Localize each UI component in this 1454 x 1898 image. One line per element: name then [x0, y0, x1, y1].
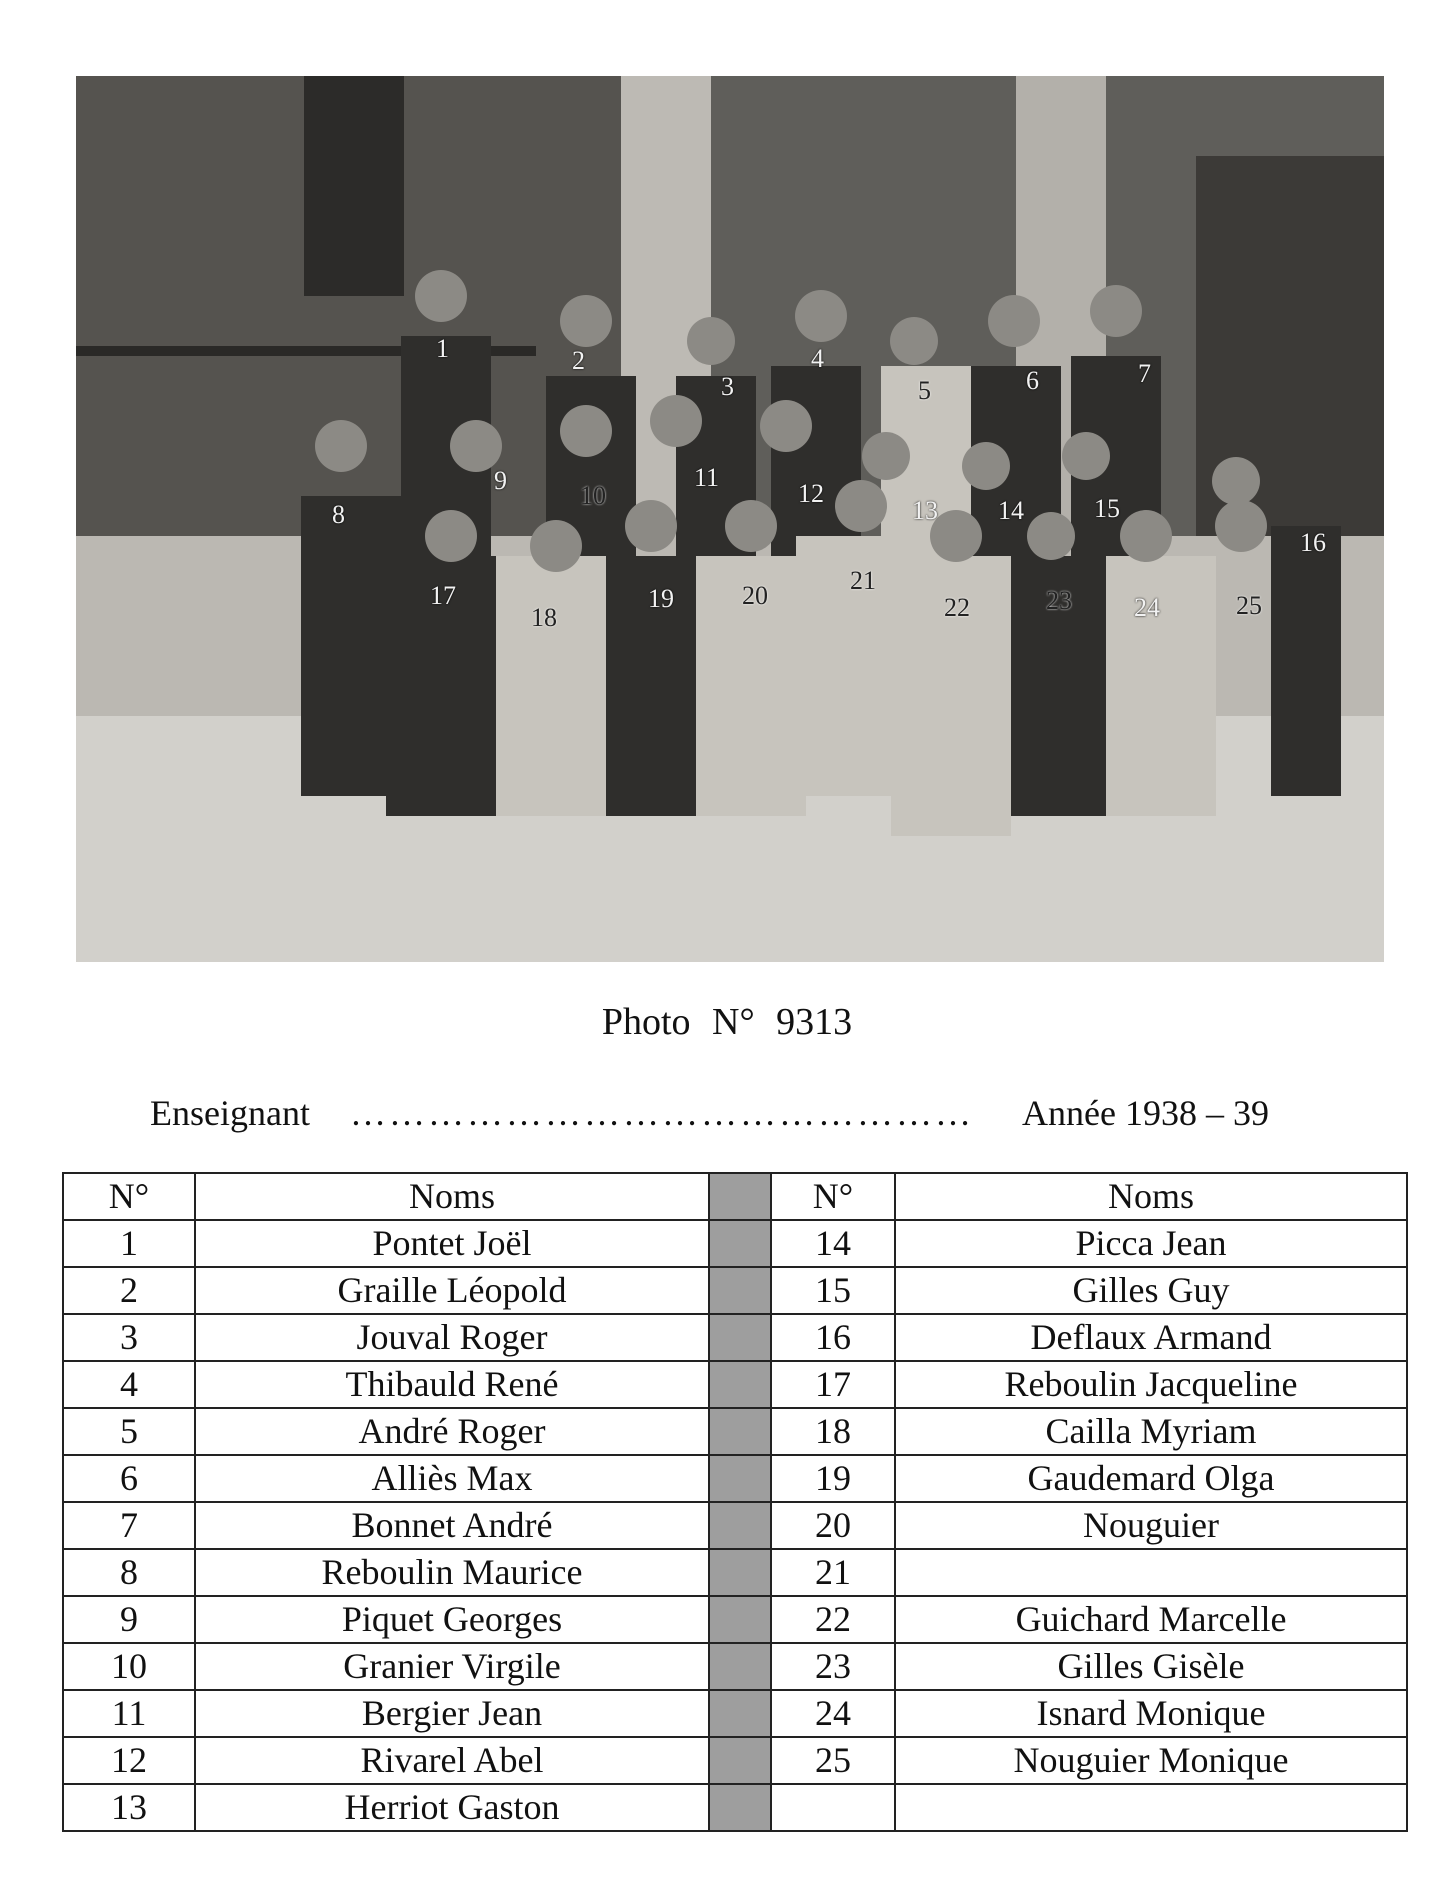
- table-row: [63, 1643, 1407, 1690]
- photo-label: 2: [572, 346, 585, 375]
- teacher-label: Enseignant: [150, 1093, 310, 1133]
- table-row: [63, 1455, 1407, 1502]
- cell-name: Herriot Gaston: [195, 1784, 709, 1831]
- table-separator: [709, 1267, 771, 1314]
- photo-label: 1: [436, 334, 449, 363]
- photo-label: 24: [1134, 593, 1160, 622]
- table-separator: [709, 1220, 771, 1267]
- cell-name: André Roger: [195, 1408, 709, 1455]
- photo-label: 17: [430, 581, 456, 610]
- cell-name: Pontet Joël: [195, 1220, 709, 1267]
- photo-label: 8: [332, 500, 345, 529]
- header-names-left: Noms: [195, 1173, 709, 1220]
- cell-num: 2: [63, 1267, 195, 1314]
- cell-name: Cailla Myriam: [895, 1408, 1407, 1455]
- cell-num: 14: [771, 1220, 895, 1267]
- table-separator: [709, 1455, 771, 1502]
- cell-num: 17: [771, 1361, 895, 1408]
- cell-name: Jouval Roger: [195, 1314, 709, 1361]
- photo-label: 19: [648, 584, 674, 613]
- cell-num: 8: [63, 1549, 195, 1596]
- cell-name: Isnard Monique: [895, 1690, 1407, 1737]
- table-row: [63, 1690, 1407, 1737]
- school-year: [1022, 1092, 1269, 1134]
- table-row: [63, 1267, 1407, 1314]
- cell-name: Thibauld René: [195, 1361, 709, 1408]
- cell-num: 24: [771, 1690, 895, 1737]
- table-separator: [709, 1361, 771, 1408]
- photo-label: 6: [1026, 366, 1039, 395]
- cell-num: 6: [63, 1455, 195, 1502]
- photo-label: 23: [1046, 586, 1072, 615]
- cell-name: Alliès Max: [195, 1455, 709, 1502]
- table-separator: [709, 1690, 771, 1737]
- cell-num: 3: [63, 1314, 195, 1361]
- table-separator: [709, 1596, 771, 1643]
- photo-label: 20: [742, 581, 768, 610]
- names-table: [62, 1172, 1408, 1832]
- cell-num: 12: [63, 1737, 195, 1784]
- table-row: [63, 1314, 1407, 1361]
- table-row: [63, 1737, 1407, 1784]
- cell-num: 18: [771, 1408, 895, 1455]
- photo-label: 9: [494, 466, 507, 495]
- header-num-right: N°: [771, 1173, 895, 1220]
- cell-num: 7: [63, 1502, 195, 1549]
- cell-num: 9: [63, 1596, 195, 1643]
- table-separator: [709, 1314, 771, 1361]
- header-names-right: Noms: [895, 1173, 1407, 1220]
- cell-num: 19: [771, 1455, 895, 1502]
- cell-num: 4: [63, 1361, 195, 1408]
- header-num-left: N°: [63, 1173, 195, 1220]
- photo-label: 5: [918, 376, 931, 405]
- table-separator: [709, 1173, 771, 1220]
- table-separator: [709, 1737, 771, 1784]
- cell-name: Gaudemard Olga: [895, 1455, 1407, 1502]
- cell-name: Deflaux Armand: [895, 1314, 1407, 1361]
- table-row: [63, 1220, 1407, 1267]
- photo-label: 13: [912, 496, 938, 525]
- cell-name: Guichard Marcelle: [895, 1596, 1407, 1643]
- cell-name: Picca Jean: [895, 1220, 1407, 1267]
- teacher-dots: …………………………………………: [350, 1093, 974, 1133]
- photo-label: 21: [850, 566, 876, 595]
- photo-label: 12: [798, 479, 824, 508]
- photo-caption: [0, 1000, 1454, 1044]
- table-row: [63, 1361, 1407, 1408]
- photo-label: 16: [1300, 528, 1326, 557]
- table-separator: [709, 1502, 771, 1549]
- cell-num: 16: [771, 1314, 895, 1361]
- cell-name: Rivarel Abel: [195, 1737, 709, 1784]
- cell-name: Gilles Guy: [895, 1267, 1407, 1314]
- photo-label: 14: [998, 496, 1024, 525]
- cell-name: [895, 1784, 1407, 1831]
- photo-label: 22: [944, 593, 970, 622]
- photo-label: 3: [721, 372, 734, 401]
- year-value: 1938 – 39: [1124, 1093, 1269, 1133]
- cell-num: 15: [771, 1267, 895, 1314]
- table-separator: [709, 1643, 771, 1690]
- cell-num: 1: [63, 1220, 195, 1267]
- cell-name: Graille Léopold: [195, 1267, 709, 1314]
- table-row: [63, 1596, 1407, 1643]
- table-row: [63, 1502, 1407, 1549]
- photo-label: 15: [1094, 494, 1120, 523]
- cell-name: Bergier Jean: [195, 1690, 709, 1737]
- cell-name: Piquet Georges: [195, 1596, 709, 1643]
- photo-label: 7: [1138, 359, 1151, 388]
- table-separator: [709, 1549, 771, 1596]
- photo-scene: [76, 76, 1384, 962]
- cell-num: 5: [63, 1408, 195, 1455]
- cell-num: 13: [63, 1784, 195, 1831]
- table-row: [63, 1549, 1407, 1596]
- cell-num: 20: [771, 1502, 895, 1549]
- table-separator: [709, 1784, 771, 1831]
- caption-label: Photo: [601, 1001, 691, 1043]
- photo-label: 4: [811, 344, 824, 373]
- cell-name: Reboulin Jacqueline: [895, 1361, 1407, 1408]
- cell-name: [895, 1549, 1407, 1596]
- cell-name: Nouguier Monique: [895, 1737, 1407, 1784]
- photo-label: 10: [580, 481, 606, 510]
- cell-num: 25: [771, 1737, 895, 1784]
- year-label: Année: [1022, 1093, 1116, 1133]
- cell-num: 21: [771, 1549, 895, 1596]
- cell-name: Granier Virgile: [195, 1643, 709, 1690]
- cell-name: Bonnet André: [195, 1502, 709, 1549]
- cell-num: [771, 1784, 895, 1831]
- cell-num: 22: [771, 1596, 895, 1643]
- table-row: [63, 1408, 1407, 1455]
- table-row: [63, 1784, 1407, 1831]
- table-separator: [709, 1408, 771, 1455]
- cell-name: Gilles Gisèle: [895, 1643, 1407, 1690]
- cell-num: 11: [63, 1690, 195, 1737]
- photo-label: 11: [694, 463, 720, 492]
- class-photo: [76, 76, 1384, 962]
- cell-name: Reboulin Maurice: [195, 1549, 709, 1596]
- cell-num: 10: [63, 1643, 195, 1690]
- caption-number-label: N°: [712, 1001, 755, 1043]
- cell-num: 23: [771, 1643, 895, 1690]
- photo-label: 25: [1236, 591, 1262, 620]
- caption-number: 9313: [776, 1001, 853, 1043]
- cell-name: Nouguier: [895, 1502, 1407, 1549]
- table-header-row: [63, 1173, 1407, 1220]
- photo-label: 18: [531, 603, 557, 632]
